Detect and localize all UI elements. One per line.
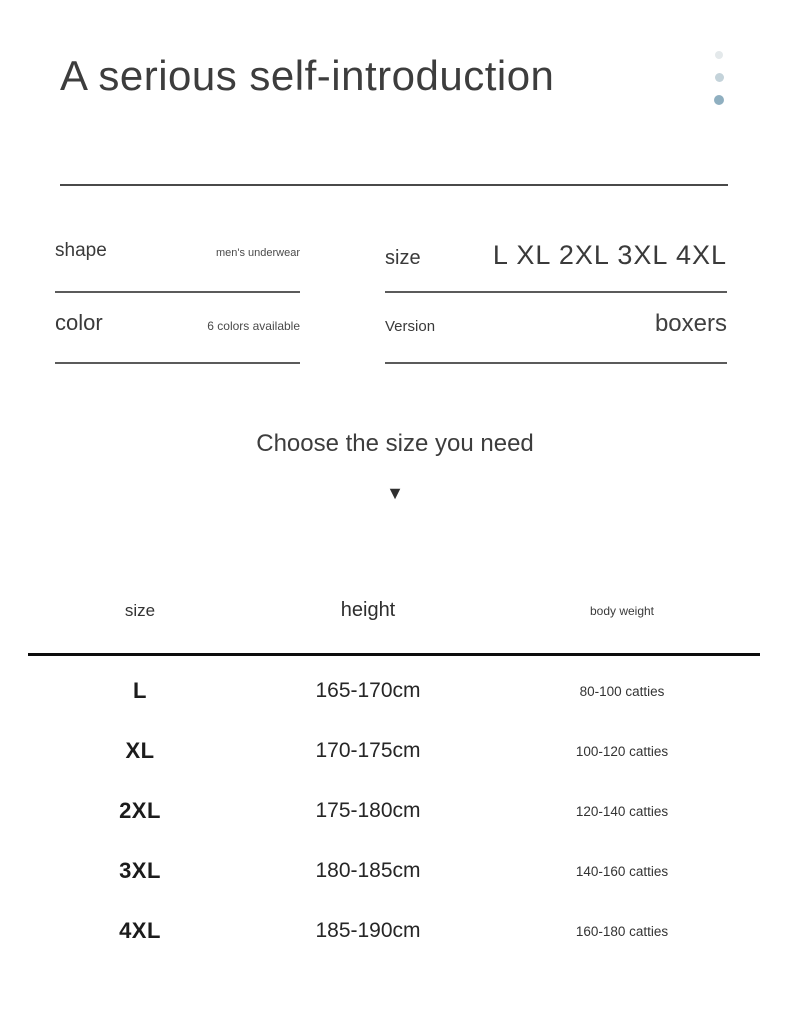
cell-height: 185-190cm: [315, 919, 421, 942]
cta-block: [0, 430, 790, 503]
cell-height: 180-185cm: [315, 859, 421, 882]
cell-size: L: [133, 678, 147, 703]
dot-decoration: [714, 51, 724, 105]
spec-size-label: size: [385, 247, 421, 269]
table-row: [28, 661, 760, 721]
table-row: [28, 841, 760, 901]
decor-dot-icon: [714, 95, 724, 105]
spec-shape-value: men's underwear: [215, 247, 300, 259]
cell-height: 165-170cm: [315, 679, 421, 702]
spec-version-label: Version: [385, 318, 436, 335]
spec-grid: [55, 240, 727, 364]
cell-size: 3XL: [119, 858, 161, 883]
cell-weight: 80-100 catties: [579, 683, 665, 699]
table-row: [28, 781, 760, 841]
decor-dot-icon: [715, 73, 724, 82]
cell-weight: 140-160 catties: [575, 863, 669, 879]
cell-size: XL: [125, 738, 155, 763]
spec-version: [385, 310, 727, 364]
cell-weight: 100-120 catties: [575, 743, 669, 759]
spec-version-value: boxers: [654, 310, 727, 337]
cta-text: Choose the size you need: [256, 430, 534, 457]
table-row: [28, 901, 760, 961]
cell-weight: 120-140 catties: [575, 803, 669, 819]
size-table: [0, 599, 790, 961]
table-header-rule: [28, 653, 760, 656]
spec-size: [385, 240, 727, 293]
cell-height: 170-175cm: [315, 739, 421, 762]
spec-size-value: L XL 2XL 3XL 4XL: [492, 240, 727, 270]
spec-color: [55, 310, 300, 364]
page-title: A serious self-introduction: [60, 52, 555, 99]
header-height: height: [340, 599, 396, 621]
cell-size: 2XL: [119, 798, 161, 823]
spec-shape-label: shape: [55, 240, 107, 261]
decor-dot-icon: [715, 51, 723, 59]
cell-size: 4XL: [119, 918, 161, 943]
spec-shape: [55, 240, 300, 293]
cell-height: 175-180cm: [315, 799, 421, 822]
size-table-header: [28, 599, 760, 622]
title-divider: [60, 184, 728, 186]
header-body-weight: body weight: [589, 603, 655, 618]
header-size: size: [124, 600, 156, 620]
table-row: [28, 721, 760, 781]
arrow-down-icon: ▼: [386, 483, 404, 503]
spec-color-label: color: [55, 310, 103, 335]
spec-color-value: 6 colors available: [207, 319, 300, 333]
cell-weight: 160-180 catties: [575, 923, 669, 939]
